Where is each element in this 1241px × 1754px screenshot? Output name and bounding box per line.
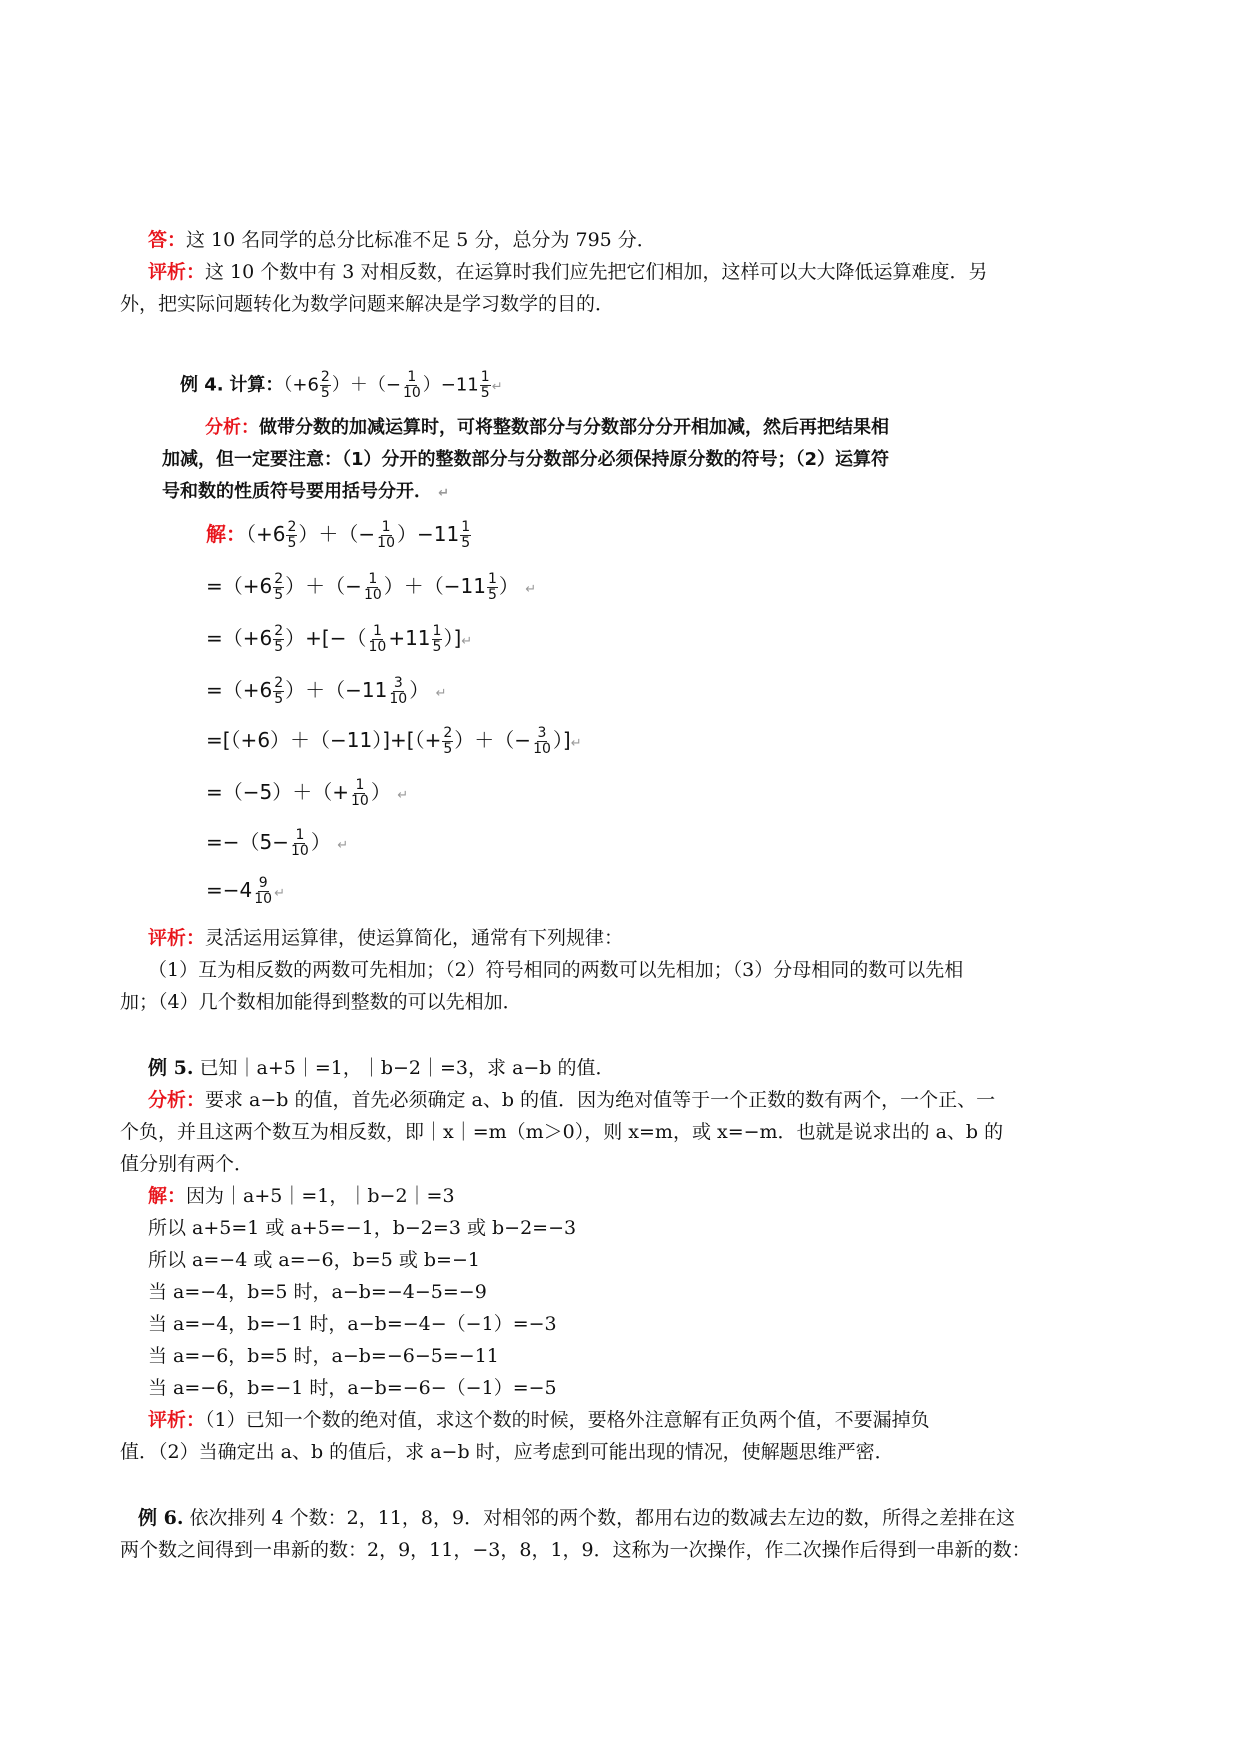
ex6-label: 例 6. (138, 1507, 184, 1529)
step-part: =（+6 (206, 678, 273, 702)
return-mark: ↵ (337, 838, 349, 853)
step-part: ）+[−（ (285, 626, 367, 650)
ex5-analysis-line1 (148, 1088, 1131, 1112)
ex4-solution-step5 (206, 724, 582, 757)
ex5-solution-line4: 当 a=−4，b=5 时，a−b=−4−5=−9 (148, 1281, 487, 1303)
ex4-question (180, 370, 1131, 401)
numerator: 2 (274, 675, 284, 691)
return-mark: ↵ (525, 582, 537, 597)
fraction (253, 876, 273, 907)
ex5-question-text: 已知｜a+5｜=1，｜b−2｜=3，求 a−b 的值． (199, 1057, 615, 1079)
return-mark: ↵ (438, 486, 450, 501)
fraction (480, 370, 491, 401)
numerator: 1 (480, 369, 490, 385)
ex6-line1 (138, 1506, 1131, 1530)
ex4-solution-label: 解： (206, 522, 246, 546)
numerator: 2 (320, 369, 330, 385)
fraction (402, 370, 422, 401)
ex5-solution-line5: 当 a=−4，b=−1 时，a−b=−4−（−1）=−3 (148, 1313, 557, 1335)
fraction (432, 624, 443, 655)
numerator: 2 (287, 519, 297, 535)
fraction (460, 520, 471, 551)
ex5-solution-line3: 所以 a=−4 或 a=−6，b=5 或 b=−1 (148, 1249, 480, 1271)
step-part: ） (310, 830, 331, 854)
ex4-solution-step3 (206, 622, 472, 655)
fraction (363, 572, 383, 603)
ex4-comment-line2: （1）互为相反数的两数可先相加；（2）符号相同的两数可以先相加；（3）分母相同的数可以先相 (148, 959, 964, 981)
step-part: ）＋（− (285, 574, 362, 598)
answer-line (148, 228, 1131, 252)
denominator: 10 (533, 741, 551, 757)
ex4-comment-label: 评析： (148, 927, 206, 949)
ex4-solution-step8 (206, 876, 285, 907)
ex5-comment-line1 (148, 1408, 1131, 1432)
numerator: 1 (432, 623, 442, 639)
denominator: 10 (351, 793, 369, 809)
fraction (286, 520, 297, 551)
numerator: 1 (295, 827, 305, 843)
numerator: 9 (258, 875, 268, 891)
fraction (273, 572, 284, 603)
comment1-text1: 这 10 个数中有 3 对相反数，在运算时我们应先把它们相加，这样可以大大降低运算难度．另 (205, 261, 988, 283)
ex4-label: 例 4. (180, 374, 224, 396)
denominator: 10 (291, 843, 309, 859)
denominator: 5 (480, 385, 490, 401)
denominator: 5 (443, 741, 453, 757)
step-part: =−4 (206, 878, 253, 902)
ex4-solution-step6 (206, 776, 408, 809)
fraction (442, 726, 453, 757)
denominator: 5 (274, 587, 284, 603)
ex5-analysis-line3: 值分别有两个． (120, 1153, 254, 1175)
ex4-solution-step7 (206, 826, 348, 859)
denominator: 10 (363, 587, 382, 603)
denominator: 5 (320, 385, 330, 401)
denominator: 5 (461, 535, 471, 551)
step-part: =（−5）＋（+ (206, 780, 349, 804)
fraction (350, 778, 370, 809)
ex5-analysis-line2: 个负，并且这两个数互为相反数，即｜x｜=m（m＞0），则 x=m，或 x=−m．也就是说求出的 a、b 的 (120, 1121, 1004, 1143)
fraction (273, 676, 284, 707)
denominator: 5 (274, 639, 284, 655)
ex5-comment-line2: 值．（2）当确定出 a、b 的值后，求 a−b 时，应考虑到可能出现的情况，使解题思维严密． (120, 1441, 894, 1463)
numerator: 1 (407, 369, 417, 385)
fraction (376, 520, 396, 551)
step-part: ） (498, 574, 519, 598)
return-mark: ↵ (397, 788, 409, 803)
ex4-q-part: ）＋（− (331, 374, 401, 396)
denominator: 5 (274, 691, 284, 707)
fraction (532, 726, 552, 757)
numerator: 2 (274, 571, 284, 587)
ex4-prompt: 计算： (229, 374, 284, 396)
step-part: ）＋（−11 (383, 574, 486, 598)
ex4-analysis-line3 (162, 480, 1131, 506)
numerator: 1 (368, 571, 378, 587)
comment1-line1 (148, 260, 1131, 284)
comment1-label: 评析： (148, 261, 206, 283)
return-mark: ↵ (461, 634, 473, 649)
step-part: （+6 (246, 522, 286, 546)
ex4-q-part: （+6 (283, 374, 319, 396)
step-part: +11 (388, 626, 431, 650)
answer-label: 答： (148, 229, 187, 251)
ex4-comment-line3: 加；（4）几个数相加能得到整数的可以先相加． (120, 991, 522, 1013)
ex4-comment-line1 (148, 926, 1131, 950)
ex5-analysis-text1: 要求 a−b 的值，首先必须确定 a、b 的值．因为绝对值等于一个正数的数有两个，一个正、一 (205, 1089, 996, 1111)
ex4-solution-step2 (206, 570, 536, 603)
ex5-solution-label: 解： (148, 1185, 187, 1207)
denominator: 10 (402, 385, 421, 401)
numerator: 1 (372, 623, 382, 639)
denominator: 10 (368, 639, 387, 655)
numerator: 1 (487, 571, 497, 587)
ex5-analysis-label: 分析： (148, 1089, 206, 1111)
step-part: ）−11 (397, 522, 460, 546)
ex5-question (148, 1056, 1131, 1080)
step-part: ）＋（− (298, 522, 376, 546)
comment1-line2: 外，把实际问题转化为数学问题来解决是学习数学的目的． (120, 293, 615, 315)
numerator: 1 (381, 519, 391, 535)
step-part: ）] (443, 626, 462, 650)
return-mark: ↵ (491, 379, 503, 395)
denominator: 5 (287, 535, 297, 551)
numerator: 3 (393, 675, 403, 691)
fraction (320, 370, 331, 401)
ex5-comment-label: 评析： (148, 1409, 206, 1431)
numerator: 2 (274, 623, 284, 639)
step-part: =（+6 (206, 574, 273, 598)
step-part: ） (370, 780, 391, 804)
ex4-analysis-text3: 号和数的性质符号要用括号分开． (162, 481, 432, 502)
return-mark: ↵ (274, 886, 285, 901)
fraction (273, 624, 284, 655)
denominator: 10 (377, 535, 395, 551)
denominator: 5 (432, 639, 442, 655)
ex4-analysis-line1 (205, 416, 1131, 440)
step-part: ）＋（− (454, 728, 532, 752)
numerator: 1 (461, 519, 471, 535)
denominator: 10 (254, 891, 273, 907)
ex5-label: 例 5. (148, 1057, 194, 1079)
ex5-solution-line2: 所以 a+5=1 或 a+5=−1，b−2=3 或 b−2=−3 (148, 1217, 577, 1239)
fraction (290, 828, 310, 859)
ex5-solution-line1 (148, 1184, 1131, 1208)
denominator: 10 (389, 691, 408, 707)
step-part: ）＋（−11 (285, 678, 388, 702)
ex4-solution-step1 (206, 518, 472, 551)
ex4-solution-step4 (206, 674, 446, 707)
numerator: 3 (537, 725, 547, 741)
ex6-line2: 两个数之间得到一串新的数：2，9，11，−3，8，1，9．这称为一次操作，作二次操作后得到一串新的数： (120, 1539, 1031, 1561)
step-part: ）] (552, 728, 571, 752)
ex5-solution-line7: 当 a=−6，b=−1 时，a−b=−6−（−1）=−5 (148, 1377, 557, 1399)
step-part: =（+6 (206, 626, 273, 650)
ex4-q-part: ）−11 (422, 374, 479, 396)
return-mark: ↵ (570, 736, 582, 751)
ex4-analysis-line2: 加减，但一定要注意：（1）分开的整数部分与分数部分必须保持原分数的符号；（2）运算符 (162, 449, 890, 470)
numerator: 1 (355, 777, 365, 793)
step-part: =[（+6）＋（−11）]+[（+ (206, 728, 442, 752)
ex4-comment-text: 灵活运用运算律，使运算简化，通常有下列规律： (205, 927, 624, 949)
denominator: 5 (487, 587, 497, 603)
return-mark: ↵ (435, 686, 447, 701)
ex6-text1: 依次排列 4 个数：2，11，8，9．对相邻的两个数，都用右边的数减去左边的数，所得之差排在这 (189, 1507, 1016, 1529)
ex5-comment-text1: （1）已知一个数的绝对值，求这个数的时候，要格外注意解有正负两个值，不要漏掉负 (205, 1409, 930, 1431)
step-part: ） (409, 678, 430, 702)
ex5-solution-line6: 当 a=−6，b=5 时，a−b=−6−5=−11 (148, 1345, 499, 1367)
step-part: =−（5− (206, 830, 289, 854)
ex4-analysis-text1: 做带分数的加减运算时，可将整数部分与分数部分分开相加减，然后再把结果相 (259, 417, 889, 438)
fraction (487, 572, 498, 603)
ex4-analysis-label: 分析： (205, 417, 259, 438)
answer-text: 这 10 名同学的总分比标准不足 5 分，总分为 795 分． (186, 229, 656, 251)
numerator: 2 (443, 725, 453, 741)
fraction (388, 676, 408, 707)
fraction (368, 624, 388, 655)
ex5-solution-text1: 因为｜a+5｜=1，｜b−2｜=3 (186, 1185, 455, 1207)
